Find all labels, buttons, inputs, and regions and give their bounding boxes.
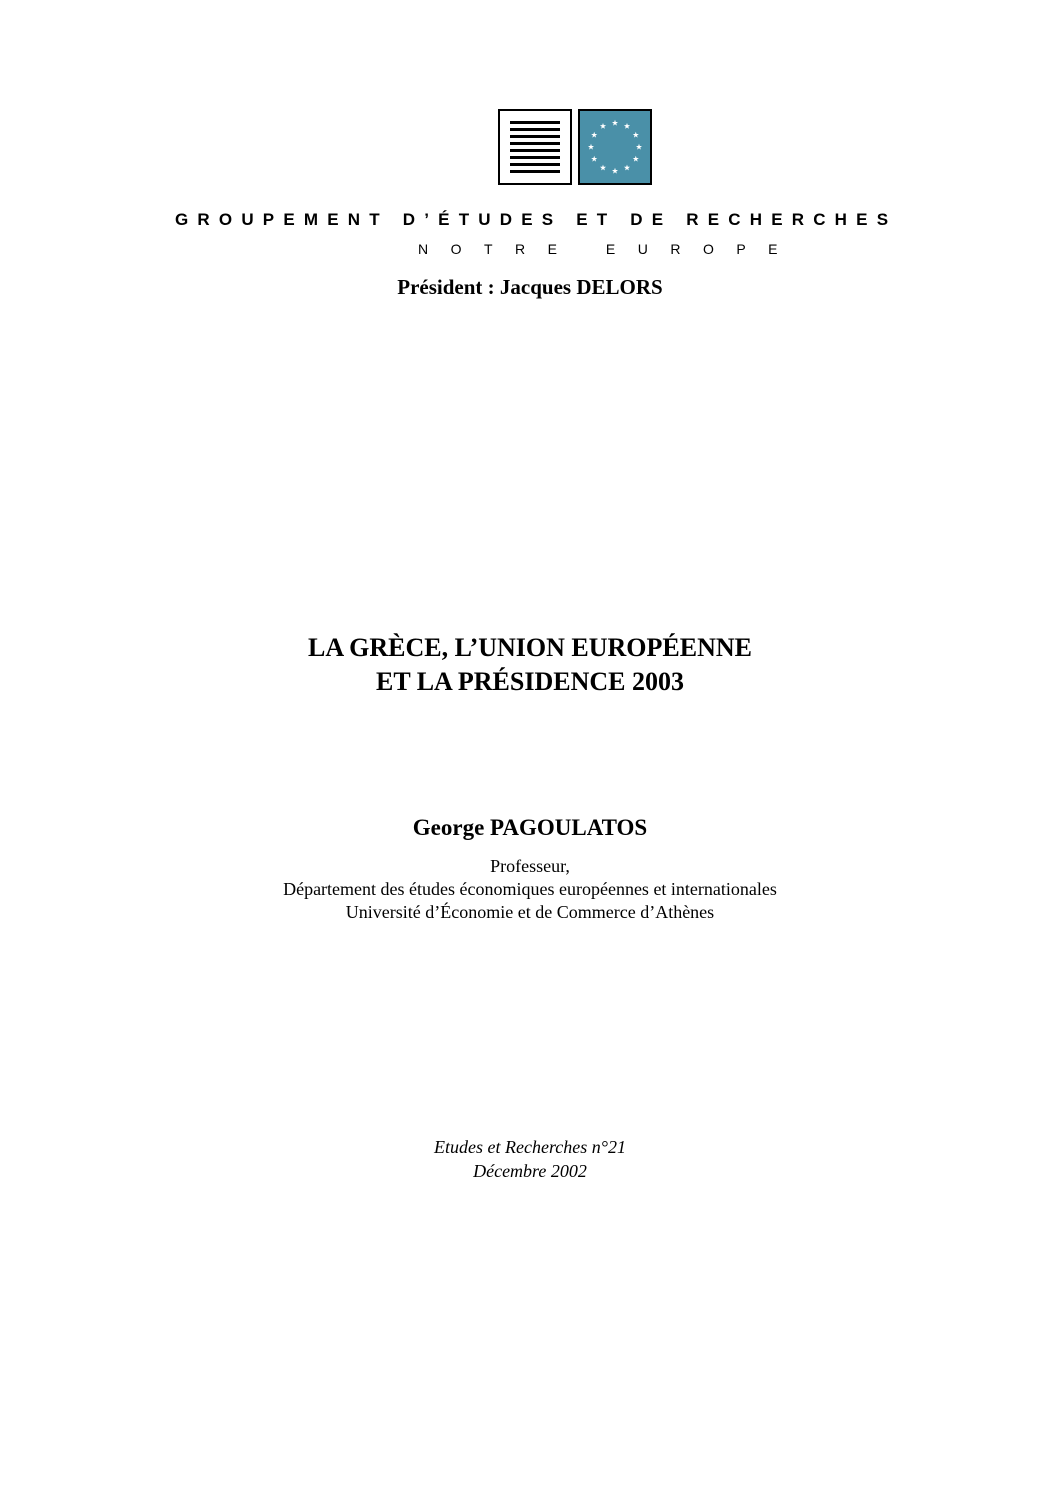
author-university: Université d’Économie et de Commerce d’Athènes xyxy=(345,902,715,922)
eu-stars-icon xyxy=(578,109,652,185)
star-icon xyxy=(591,156,597,162)
document-title xyxy=(0,631,1060,699)
publication-series: Etudes et Recherches n°21 xyxy=(434,1137,626,1157)
organization-name: GROUPEMENT D’ÉTUDES ET DE RECHERCHES xyxy=(175,210,898,229)
publication-date: Décembre 2002 xyxy=(473,1161,587,1181)
star-icon xyxy=(588,144,594,150)
star-icon xyxy=(624,123,630,129)
publication-info xyxy=(0,1135,1060,1183)
president-line: Président : Jacques DELORS xyxy=(397,275,663,299)
star-icon xyxy=(600,123,606,129)
star-icon xyxy=(591,132,597,138)
document-lines-icon xyxy=(498,109,572,185)
author-affiliation xyxy=(0,855,1060,924)
star-icon xyxy=(633,156,639,162)
star-icon xyxy=(612,120,618,126)
author-department: Département des études économiques européennes et internationales xyxy=(283,879,777,899)
author-position: Professeur, xyxy=(490,856,570,876)
star-icon xyxy=(636,144,642,150)
author-name: George PAGOULATOS xyxy=(412,815,648,840)
star-icon xyxy=(612,168,618,174)
star-icon xyxy=(600,165,606,171)
organization-subtitle: NOTRE EUROPE xyxy=(418,241,801,257)
notre-europe-logo xyxy=(498,109,656,186)
title-line-2: ET LA PRÉSIDENCE 2003 xyxy=(376,667,684,696)
title-line-1: LA GRÈCE, L’UNION EUROPÉENNE xyxy=(307,633,752,662)
star-icon xyxy=(624,165,630,171)
star-icon xyxy=(633,132,639,138)
